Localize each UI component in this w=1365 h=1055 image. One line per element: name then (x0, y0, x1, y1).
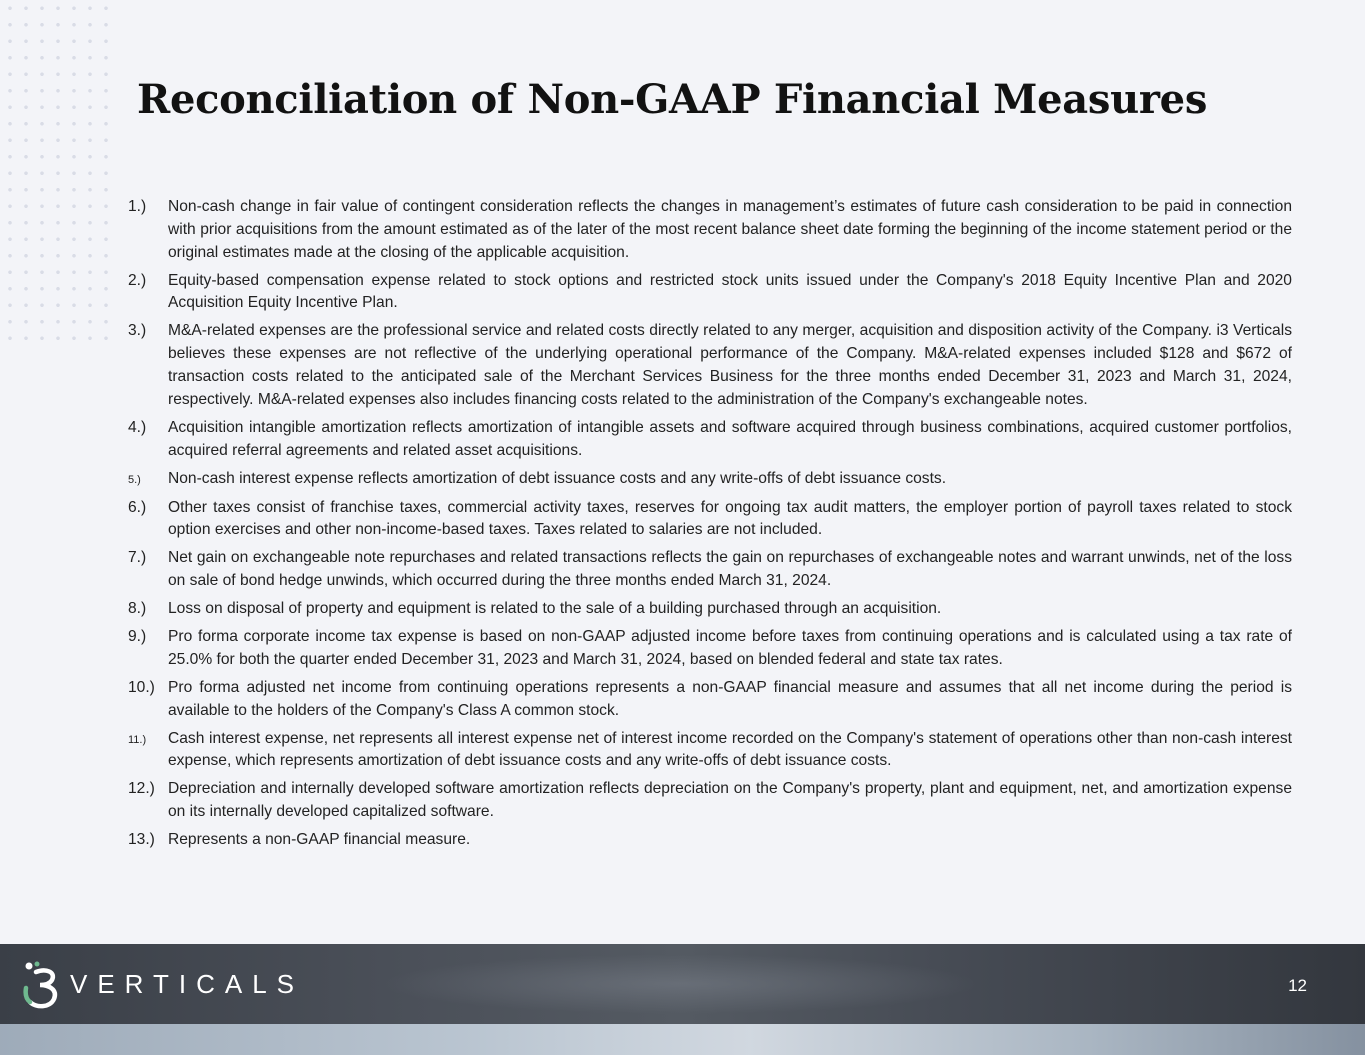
footnote-number: 7.) (128, 549, 147, 567)
footnote-item (128, 728, 1292, 774)
footnote-item (128, 417, 1292, 463)
footnote-item (128, 270, 1292, 316)
footnote-number: 5.) (128, 473, 141, 486)
footnote-text: Acquisition intangible amortization reflects amortization of intangible assets and software acquired through business combinations, acquired customer portfolios, acquired referral agreements and related asset acquisitions. (168, 418, 1292, 459)
footnote-number: 11.) (128, 733, 147, 746)
footer-background-band (0, 1024, 1365, 1055)
footnote-text: Represents a non-GAAP financial measure. (168, 831, 471, 849)
footnote-number: 3.) (128, 322, 147, 340)
footnote-text: Net gain on exchangeable note repurchases and related transactions reflects the gain on repurchases of exchangeable notes and warrant unwinds, net of the loss on sale of bond hedge unwinds, which occurred during the three months ended March 31, 2024. (168, 549, 1292, 590)
footnote-text: Pro forma adjusted net income from continuing operations represents a non-GAAP financial measure and assumes that all net income during the period is available to the holders of the Company's Class A common stock. (168, 678, 1292, 719)
footnote-text: Equity-based compensation expense related to stock options and restricted stock units issued under the Company's 2018 Equity Incentive Plan and 2020 Acquisition Equity Incentive Plan. (168, 271, 1292, 312)
footnote-text: Other taxes consist of franchise taxes, commercial activity taxes, reserves for ongoing tax audit matters, the employer portion of payroll taxes related to stock option exercises and other non-income-based taxes. Taxes related to salaries are not included. (168, 498, 1292, 539)
footer-background-shade (380, 954, 980, 1014)
footnote-number: 2.) (128, 271, 147, 289)
footnote-item (128, 196, 1292, 264)
footnote-number: 1.) (128, 198, 147, 215)
footnote-number: 9.) (128, 628, 147, 646)
footnote-item (128, 320, 1292, 411)
footnote-item (128, 778, 1292, 824)
footnote-number: 4.) (128, 418, 147, 436)
i3-logo-icon (22, 958, 62, 1010)
footnote-text: Cash interest expense, net represents all interest expense net of interest income recorded on the Company's statement of operations other than non-cash interest expense, which represents amortization of debt issuance costs and any write-offs of debt issuance costs. (168, 729, 1292, 770)
footnote-item (128, 626, 1292, 672)
footnote-item (128, 497, 1292, 543)
footnote-item (128, 829, 1292, 852)
footnote-text: M&A-related expenses are the professional service and related costs directly related to any merger, acquisition and disposition activity of the Company. i3 Verticals believes these expenses are not reflective of the underlying operational performance of the Company. M&A-related expenses included $128 and $672 of transaction costs related to the anticipated sale of the Merchant Services Business for the three months ended December 31, 2023 and March 31, 2024, respectively. M&A-related expenses also includes financing costs related to the administration of the Company's exchangeable notes. (168, 322, 1292, 408)
footnote-list (128, 196, 1292, 857)
footnote-item (128, 547, 1292, 593)
footnote-item (128, 598, 1292, 621)
footnote-text: Depreciation and internally developed software amortization reflects depreciation on the Company's property, plant and equipment, net, and amortization expense on its internally developed capitalized software. (168, 780, 1292, 821)
page-number: 12 (1288, 976, 1307, 995)
footnote-number: 13.) (128, 831, 155, 849)
company-logo (22, 958, 304, 1010)
footnote-text: Non-cash interest expense reflects amortization of debt issuance costs and any write-offs of debt issuance costs. (168, 469, 947, 487)
footnote-number: 12.) (128, 780, 155, 798)
logo-wordmark: VERTICALS (70, 968, 305, 999)
footnote-number: 10.) (128, 678, 155, 696)
footnote-item (128, 677, 1292, 723)
footnote-number: 6.) (128, 498, 147, 516)
footnote-text: Pro forma corporate income tax expense is based on non-GAAP adjusted income before taxes from continuing operations and is calculated using a tax rate of 25.0% for both the quarter ended December 31, 2023 and March 31, 2024, based on blended federal and state tax rates. (168, 628, 1292, 668)
footnote-text: Loss on disposal of property and equipment is related to the sale of a building purchased through an acquisition. (168, 600, 942, 618)
footnote-text: Non-cash change in fair value of contingent consideration reflects the changes in management’s estimates of future cash consideration to be paid in connection with prior acquisitions from the amount estimated as of the later of the most recent balance sheet date forming the beginning of the income statement period or the original estimates made at the closing of the applicable acquisition. (168, 198, 1292, 261)
page-title: Reconciliation of Non-GAAP Financial Measures (137, 76, 1208, 123)
footnote-item (128, 468, 1292, 492)
footer-bar (0, 944, 1365, 1055)
decorative-dot-grid (0, 0, 112, 350)
footnote-number: 8.) (128, 600, 147, 618)
